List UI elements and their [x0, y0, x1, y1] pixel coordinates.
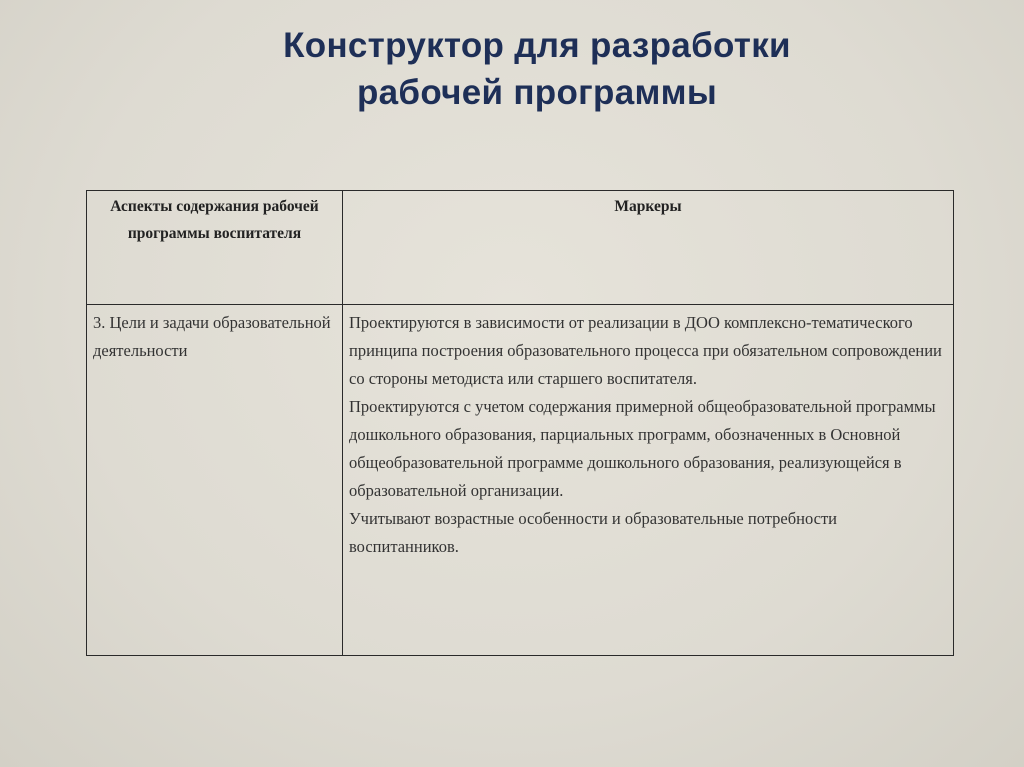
slide-title	[0, 22, 1024, 116]
header-markers: Маркеры	[343, 191, 954, 305]
table-row	[87, 305, 954, 656]
aspect-cell: 3. Цели и задачи образовательной деятельности	[87, 305, 343, 656]
table-header-row	[87, 191, 954, 305]
marker-paragraph-1: Проектируются в зависимости от реализации в ДОО комплексно-тематического принципа построения образовательного процесса при обязательном сопровождении со стороны методиста или старшего воспитателя.	[349, 313, 942, 388]
marker-paragraph-3: Учитывают возрастные особенности и образовательные потребности воспитанников.	[349, 509, 837, 556]
header-aspects: Аспекты содержания рабочей программы воспитателя	[87, 191, 343, 305]
title-line-2: рабочей программы	[356, 73, 718, 112]
title-line-1: Конструктор для разработки	[283, 26, 791, 65]
content-table	[86, 190, 954, 656]
marker-paragraph-2: Проектируются с учетом содержания примерной общеобразовательной программы дошкольного образования, парциальных программ, обозначенных в Основной общеобразовательной программе дошкольного образования, реализующейся в образовательной организации.	[349, 397, 936, 500]
markers-cell	[343, 305, 954, 656]
